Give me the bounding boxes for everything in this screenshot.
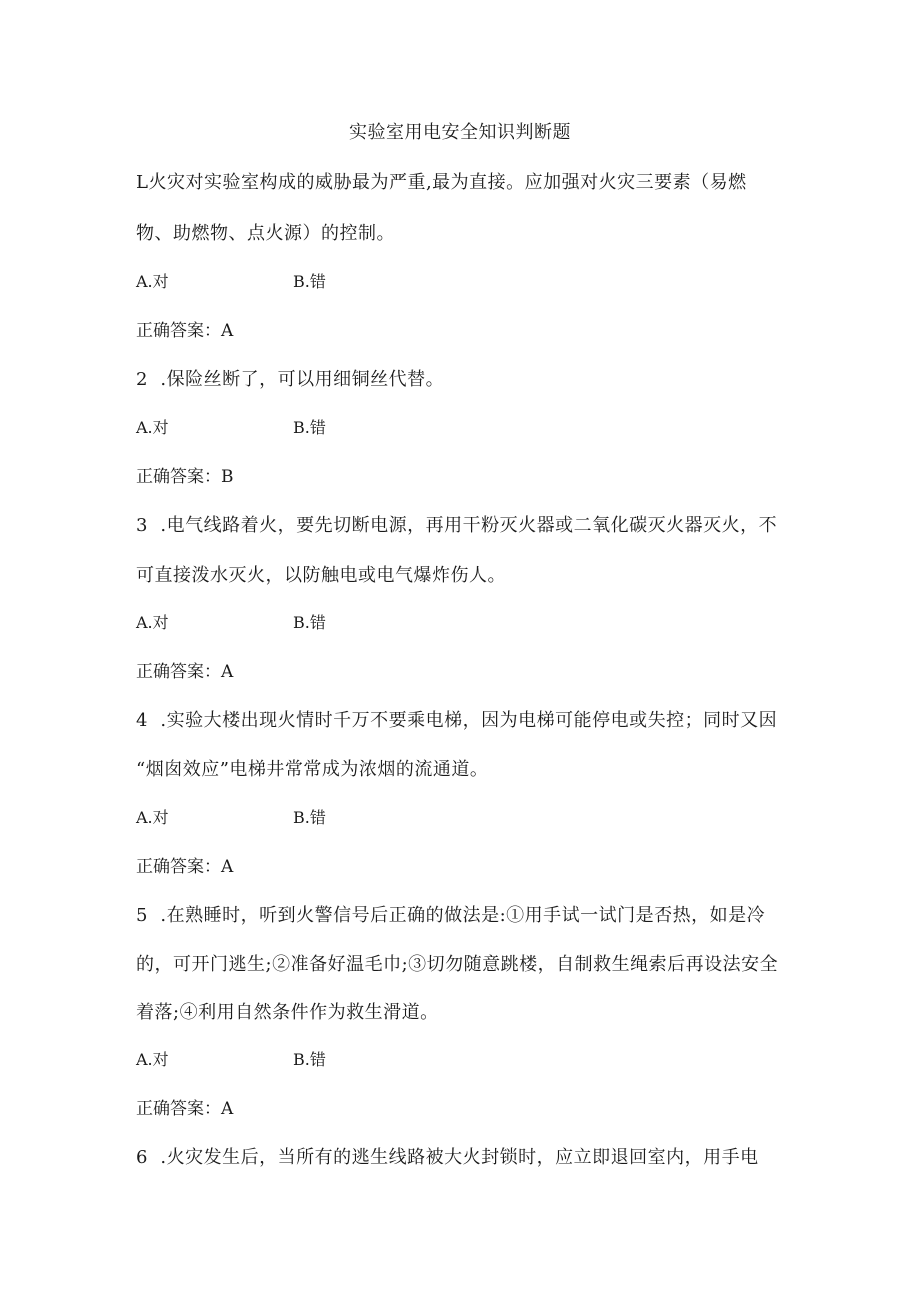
- question-4-answer: 正确答案：A: [136, 857, 234, 877]
- question-3-line-2: 可直接泼水灭火，以防触电或电气爆炸伤人。: [136, 565, 506, 586]
- question-2-option-b: B.错: [293, 418, 326, 437]
- question-1-line-1: L火灾对实验室构成的威胁最为严重,最为直接。应加强对火灾三要素（易燃: [136, 172, 747, 193]
- question-3-line-1: 3 .电气线路着火，要先切断电源，再用干粉灭火器或二氧化碳灭火器灭火，不: [136, 515, 778, 536]
- question-5-answer: 正确答案：A: [136, 1099, 234, 1119]
- page-title: 实验室用电安全知识判断题: [349, 122, 571, 143]
- question-1-option-a: A.对: [136, 272, 169, 291]
- question-3-option-a: A.对: [136, 613, 169, 632]
- question-2-option-a: A.对: [136, 418, 169, 437]
- question-6-line-1: 6 .火灾发生后，当所有的逃生线路被大火封锁时，应立即退回室内，用手电: [136, 1147, 759, 1168]
- question-4-line-2: “烟囱效应”电梯井常常成为浓烟的流通道。: [136, 759, 489, 780]
- question-5-line-3: 着落;④利用自然条件作为救生滑道。: [136, 1002, 439, 1023]
- question-2-answer: 正确答案：B: [136, 467, 234, 487]
- question-5-option-b: B.错: [293, 1050, 326, 1069]
- question-3-answer: 正确答案：A: [136, 662, 234, 682]
- question-5-option-a: A.对: [136, 1050, 169, 1069]
- question-4-line-1: 4 .实验大楼出现火情时千万不要乘电梯，因为电梯可能停电或失控；同时又因: [136, 710, 778, 731]
- question-3-option-b: B.错: [293, 613, 326, 632]
- question-4-option-b: B.错: [293, 808, 326, 827]
- question-5-line-1: 5 .在熟睡时，听到火警信号后正确的做法是:①用手试一试门是否热，如是冷: [136, 905, 766, 926]
- question-1-line-2: 物、助燃物、点火源）的控制。: [136, 223, 395, 244]
- question-1-option-b: B.错: [293, 272, 326, 291]
- question-2-line-1: 2 .保险丝断了，可以用细铜丝代替。: [136, 369, 445, 390]
- question-5-line-2: 的，可开门逃生;②准备好温毛巾;③切勿随意跳楼，自制救生绳索后再设法安全: [136, 954, 779, 975]
- question-4-option-a: A.对: [136, 808, 169, 827]
- question-1-answer: 正确答案：A: [136, 321, 234, 341]
